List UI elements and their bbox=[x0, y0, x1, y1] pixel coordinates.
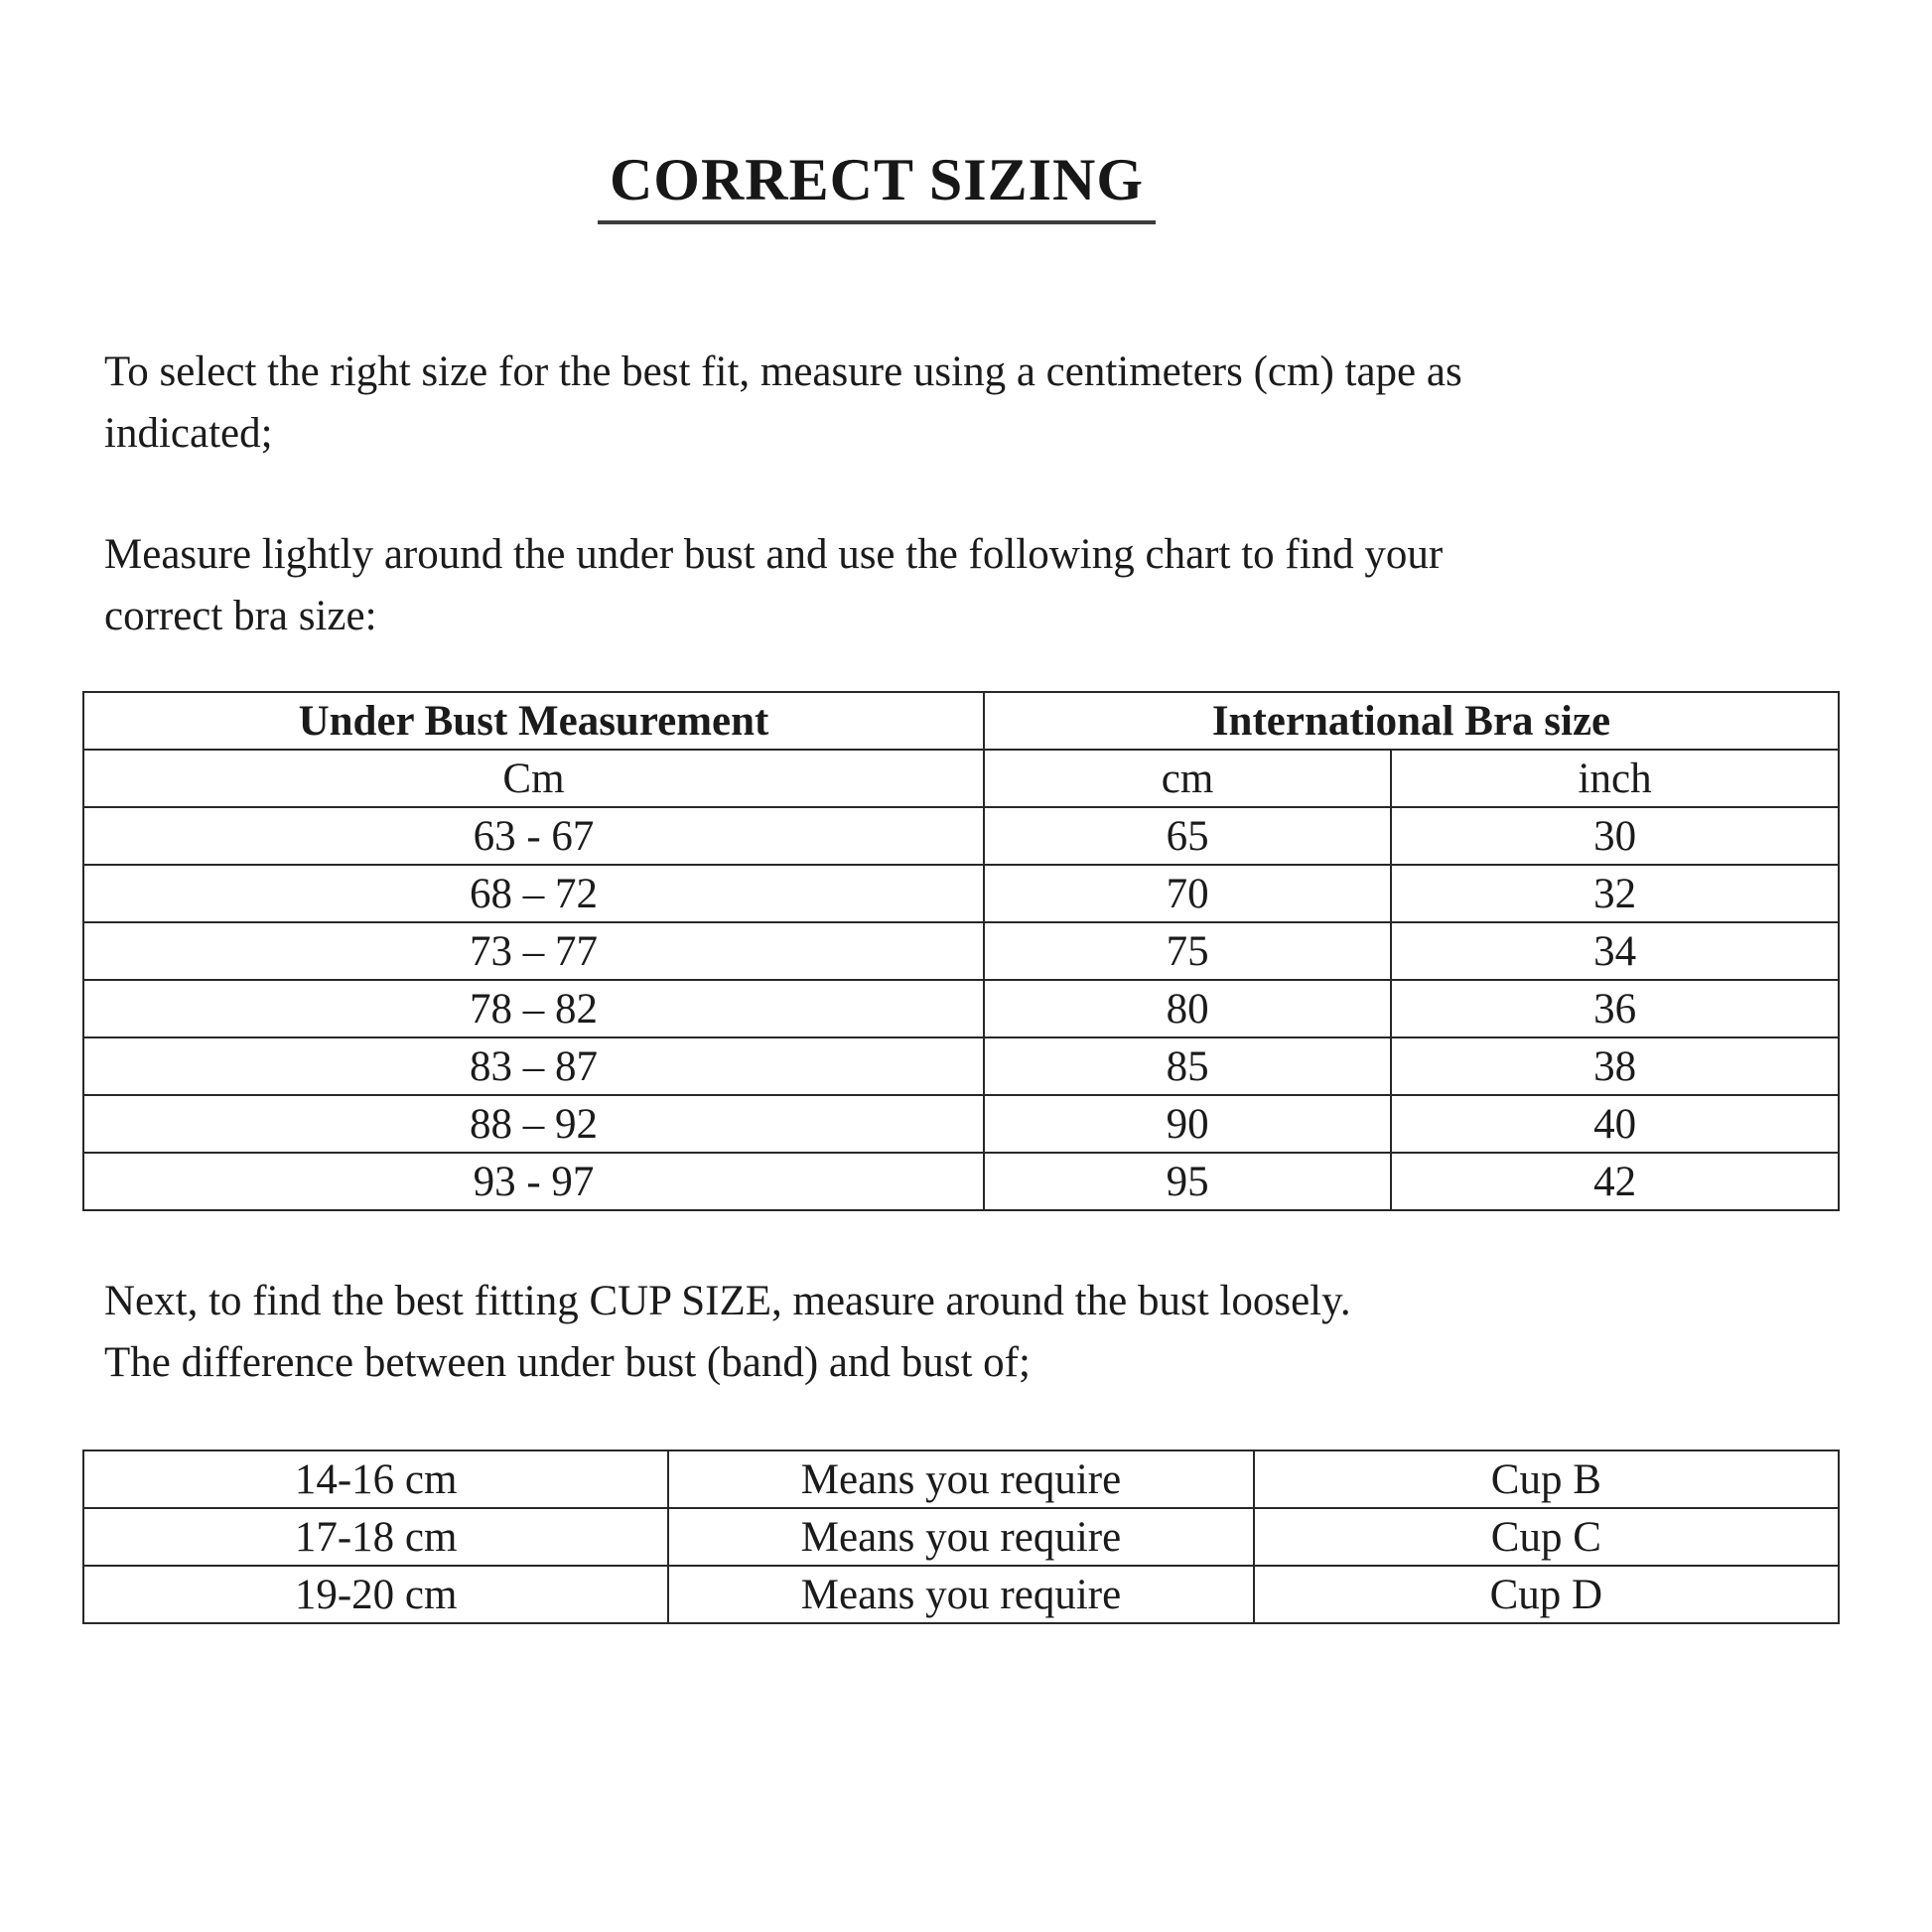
size-table-cell-cm: 75 bbox=[984, 922, 1391, 980]
cup-table-cell-means: Means you require bbox=[668, 1508, 1253, 1566]
size-table-cell-inch: 34 bbox=[1391, 922, 1839, 980]
size-table-cell-range: 88 – 92 bbox=[83, 1095, 984, 1153]
cup-table-cell-difference: 14-16 cm bbox=[83, 1450, 668, 1508]
size-table-cell-cm: 90 bbox=[984, 1095, 1391, 1153]
size-table-header-row bbox=[83, 692, 1839, 750]
size-table-row bbox=[83, 807, 1839, 865]
cup-line-2: The difference between under bust (band) and bust of; bbox=[104, 1339, 1031, 1386]
size-table-cell-inch: 40 bbox=[1391, 1095, 1839, 1153]
size-table-row bbox=[83, 865, 1839, 922]
size-table-cell-inch: 32 bbox=[1391, 865, 1839, 922]
cup-table-cell-cup: Cup B bbox=[1254, 1450, 1839, 1508]
size-table-unit-under-bust-cm: Cm bbox=[83, 750, 984, 807]
cup-table-cell-cup: Cup D bbox=[1254, 1566, 1839, 1623]
cup-table-cell-difference: 19-20 cm bbox=[83, 1566, 668, 1623]
size-table-row bbox=[83, 922, 1839, 980]
size-table-cell-inch: 38 bbox=[1391, 1037, 1839, 1095]
size-table-cell-cm: 70 bbox=[984, 865, 1391, 922]
under-bust-size-table bbox=[82, 691, 1840, 1211]
cup-table-cell-difference: 17-18 cm bbox=[83, 1508, 668, 1566]
size-table-cell-inch: 36 bbox=[1391, 980, 1839, 1037]
size-table-row bbox=[83, 1037, 1839, 1095]
measure-line-1: Measure lightly around the under bust and use the following chart to find your bbox=[104, 531, 1444, 578]
cup-table-cell-means: Means you require bbox=[668, 1450, 1253, 1508]
size-table-units-row bbox=[83, 750, 1839, 807]
size-table-row bbox=[83, 1095, 1839, 1153]
size-table-row bbox=[83, 980, 1839, 1037]
measure-paragraph bbox=[104, 524, 1840, 647]
size-table-cell-range: 68 – 72 bbox=[83, 865, 984, 922]
intro-line-1: To select the right size for the best fit, measure using a centimeters (cm) tape as bbox=[104, 348, 1462, 395]
size-table-header-under-bust: Under Bust Measurement bbox=[83, 692, 984, 750]
cup-size-table bbox=[82, 1449, 1840, 1624]
size-table-cell-inch: 30 bbox=[1391, 807, 1839, 865]
size-table-cell-range: 63 - 67 bbox=[83, 807, 984, 865]
size-table-cell-inch: 42 bbox=[1391, 1153, 1839, 1210]
page-title: CORRECT SIZING bbox=[598, 147, 1156, 224]
size-table-cell-range: 73 – 77 bbox=[83, 922, 984, 980]
size-table-cell-cm: 85 bbox=[984, 1037, 1391, 1095]
size-table-unit-inch: inch bbox=[1391, 750, 1839, 807]
cup-line-1: Next, to find the best fitting CUP SIZE, measure around the bust loosely. bbox=[104, 1278, 1351, 1324]
size-table-cell-cm: 95 bbox=[984, 1153, 1391, 1210]
cup-table-cell-cup: Cup C bbox=[1254, 1508, 1839, 1566]
size-table-header-bra-size: International Bra size bbox=[984, 692, 1839, 750]
size-table-cell-range: 83 – 87 bbox=[83, 1037, 984, 1095]
size-table-row bbox=[83, 1153, 1839, 1210]
size-table-cell-range: 78 – 82 bbox=[83, 980, 984, 1037]
cup-table-row bbox=[83, 1508, 1839, 1566]
size-table-cell-cm: 80 bbox=[984, 980, 1391, 1037]
cup-table-cell-means: Means you require bbox=[668, 1566, 1253, 1623]
title-row bbox=[82, 147, 1671, 224]
size-table-cell-cm: 65 bbox=[984, 807, 1391, 865]
size-table-cell-range: 93 - 97 bbox=[83, 1153, 984, 1210]
size-table-unit-cm: cm bbox=[984, 750, 1391, 807]
intro-paragraph bbox=[104, 342, 1840, 465]
measure-line-2: correct bra size: bbox=[104, 593, 377, 639]
cup-table-row bbox=[83, 1450, 1839, 1508]
intro-line-2: indicated; bbox=[104, 410, 273, 457]
cup-size-paragraph bbox=[104, 1271, 1840, 1394]
cup-table-row bbox=[83, 1566, 1839, 1623]
